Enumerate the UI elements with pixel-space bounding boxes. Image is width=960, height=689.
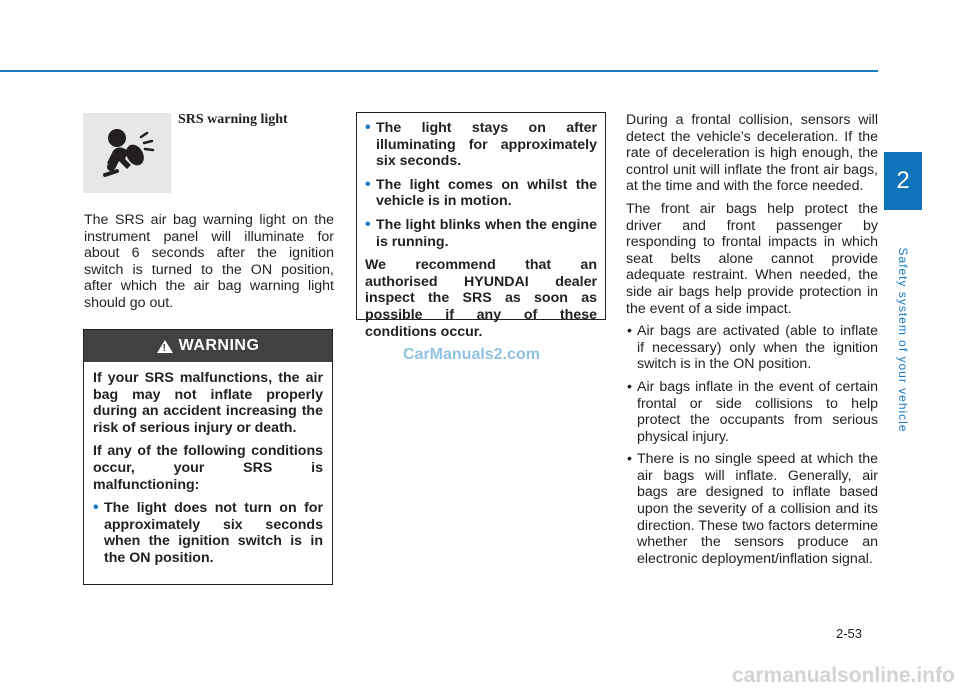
list-item: • The light does not turn on for approximately six seconds when the ignition switch is in the ON position. bbox=[93, 499, 323, 566]
chapter-title: Safety system of your vehicle bbox=[896, 247, 910, 433]
chapter-tab: 2 bbox=[884, 152, 922, 210]
page-number: 2-53 bbox=[836, 626, 863, 641]
section-title: SRS warning light bbox=[178, 112, 288, 127]
warning-triangle-icon bbox=[157, 340, 173, 353]
footer-watermark: carmanualsonline.info bbox=[732, 664, 955, 687]
bullet-icon: • bbox=[627, 323, 632, 340]
recommendation-text: We recommend that an authorised HYUNDAI dealer inspect the SRS as soon as possible if any of these conditions occur. bbox=[365, 257, 597, 340]
list-item: • There is no single speed at which the air bags will inflate. Generally, air bags are designed to inflate based upon the severity of a collision and its direction. These two factors determine whether the sensors produce an electronic deployment/inflation signal. bbox=[627, 451, 878, 567]
right-column bbox=[626, 112, 878, 573]
header-rule bbox=[0, 70, 878, 72]
list-item: • Air bags inflate in the event of certain frontal or side collisions to help protect the occupants from serious physical injury. bbox=[627, 378, 878, 445]
warning-box bbox=[83, 329, 333, 585]
warning-label: WARNING bbox=[178, 336, 260, 354]
list-item: • The light comes on whilst the vehicle is in motion. bbox=[365, 175, 597, 210]
body-paragraph: During a frontal collision, sensors will detect the vehicle’s deceleration. If the rate of deceleration is high enough, the control unit will inflate the front air bags, at the time and with the force needed. bbox=[626, 112, 878, 195]
list-item: • The light blinks when the engine is running. bbox=[365, 215, 597, 250]
bullet-icon: • bbox=[627, 451, 632, 468]
airbag-warning-icon bbox=[83, 113, 171, 193]
warning-paragraph: If any of the following conditions occur, your SRS is malfunctioning: bbox=[93, 443, 323, 493]
bullet-icon: • bbox=[365, 119, 371, 136]
body-paragraph: The front air bags help protect the driver and front passenger by responding to frontal impacts in which seat belts alone cannot provide adequate restraint. When needed, the side air bags help provide protection in the event of a side impact. bbox=[626, 200, 878, 317]
list-item: • Air bags are activated (able to inflate if necessary) only when the ignition switch is in the ON position. bbox=[627, 323, 878, 373]
watermark: CarManuals2.com bbox=[403, 346, 540, 363]
list-item: • The light stays on after illuminating for approximately six seconds. bbox=[365, 119, 597, 170]
bullet-icon: • bbox=[365, 215, 371, 233]
warning-paragraph: If your SRS malfunctions, the air bag may not inflate properly during an accident increasing the risk of serious injury or death. bbox=[93, 370, 323, 436]
bullet-icon: • bbox=[365, 175, 371, 193]
bullet-icon: • bbox=[627, 378, 632, 395]
bullet-icon: • bbox=[93, 499, 99, 517]
warning-header bbox=[84, 330, 332, 362]
conditions-box bbox=[356, 112, 606, 340]
srs-paragraph: The SRS air bag warning light on the instrument panel will illuminate for about 6 seconds after the ignition switch is turned to the ON position, after which the air bag warning light should go out. bbox=[84, 212, 334, 311]
